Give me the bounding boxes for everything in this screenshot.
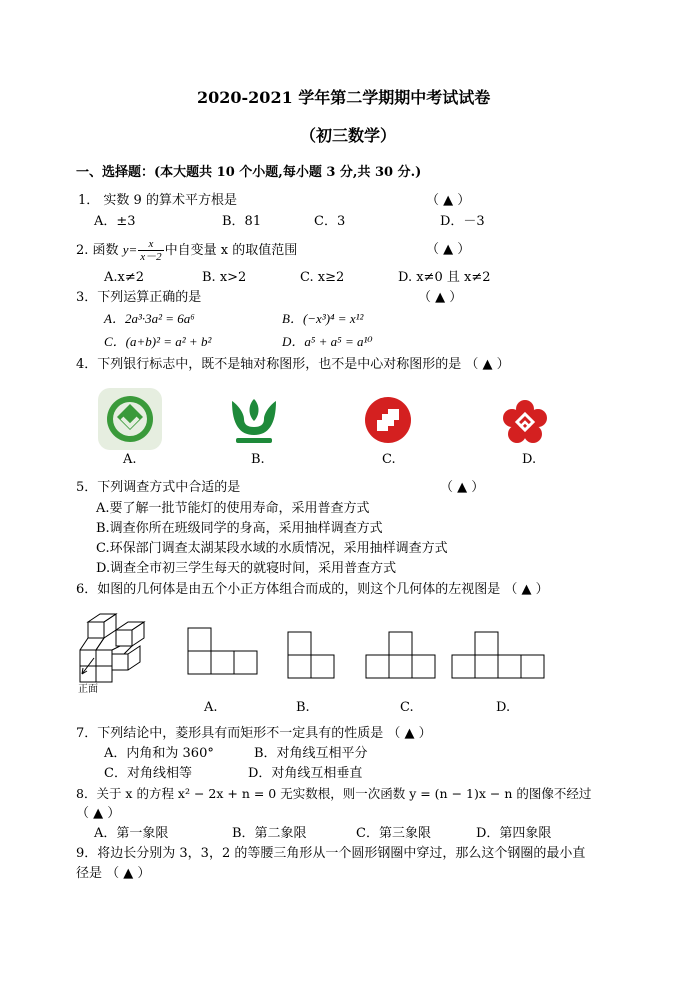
q3-mark: （ ▲ ）	[418, 290, 463, 305]
q4-label-d: D.	[522, 452, 537, 467]
q5-option-c: C.环保部门调查太湖某段水域的水质情况，采用抽样调查方式	[96, 541, 448, 556]
section-heading: 一、选择题：(本大题共 10 个小题,每小题 3 分,共 30 分.)	[76, 165, 422, 180]
q4-stem: 4．下列银行标志中，既不是轴对称图形，也不是中心对称图形的是 （ ▲ ）	[76, 357, 510, 372]
q2-option-d: D. x≠0 且 x≠2	[398, 270, 491, 285]
q1-option-b: B．81	[222, 214, 262, 229]
q1-mark: （ ▲ ）	[426, 193, 471, 208]
q6-stem: 6．如图的几何体是由五个小正方体组合而成的，则这个几何体的左视图是 （ ▲ ）	[76, 582, 549, 597]
q6-view-c	[366, 632, 438, 680]
q8-option-a: A．第一象限	[94, 826, 169, 841]
q2-mark: （ ▲ ）	[426, 242, 471, 257]
q5-option-b: B.调查你所在班级同学的身高，采用抽样调查方式	[96, 521, 383, 536]
q6-view-b	[288, 632, 338, 680]
q3-option-b: B．(−x³)⁴ = x¹²	[282, 311, 364, 326]
q6-view-d	[452, 632, 546, 680]
q2-option-a: A.x≠2	[104, 270, 145, 285]
exam-title: 2020-2021 学年第二学期期中考试试卷	[197, 88, 491, 107]
q3-stem: 3．下列运算正确的是	[76, 290, 202, 305]
q2-post: 中自变量 x 的取值范围	[164, 243, 298, 258]
q2-numerator: x	[148, 238, 154, 250]
q2-denominator: x－2	[140, 251, 162, 263]
q2-fraction	[138, 238, 163, 263]
q3-option-c: C．(a+b)² = a² + b²	[104, 334, 212, 349]
q6-label-b: B.	[296, 700, 310, 715]
q5-stem: 5．下列调查方式中合适的是	[76, 480, 241, 495]
q6-label-c: C.	[400, 700, 414, 715]
q9-line-2: 径是 （ ▲ ）	[76, 866, 151, 881]
q7-option-d: D．对角线互相垂直	[248, 766, 363, 781]
q6-front-label: 正面	[78, 684, 98, 695]
q6-view-a	[188, 628, 260, 676]
q1-stem: 1． 实数 9 的算术平方根是	[78, 193, 237, 208]
q6-label-d: D.	[496, 700, 511, 715]
q2-option-b: B. x>2	[202, 270, 247, 285]
bank-logo-c	[364, 396, 412, 444]
q2-stem	[76, 236, 297, 264]
q8-mark: （ ▲ ）	[76, 806, 121, 821]
q1-option-d: D．－3	[440, 214, 485, 229]
q5-mark: （ ▲ ）	[440, 480, 485, 495]
q3-option-d: D．a⁵ + a⁵ = a¹⁰	[282, 334, 373, 349]
q4-label-b: B.	[251, 452, 265, 467]
q7-option-a: A．内角和为 360°	[104, 746, 214, 761]
q2-lhs: y=	[122, 242, 138, 257]
q2-option-c: C. x≥2	[300, 270, 345, 285]
q6-label-a: A.	[204, 700, 218, 715]
q4-label-c: C.	[382, 452, 396, 467]
logo-b-bud	[250, 399, 259, 421]
q8-option-b: B．第二象限	[232, 826, 307, 841]
q5-option-d: D.调查全市初三学生每天的就寝时间，采用普查方式	[96, 561, 397, 576]
logo-b-base	[236, 438, 272, 443]
q8-option-d: D．第四象限	[476, 826, 552, 841]
q5-option-a: A.要了解一批节能灯的使用寿命，采用普查方式	[96, 501, 370, 516]
bank-logo-d	[502, 400, 548, 446]
q4-label-a: A.	[123, 452, 137, 467]
bank-logo-b	[226, 395, 282, 445]
exam-subtitle: （初三数学）	[300, 126, 397, 145]
q7-stem: 7．下列结论中，菱形具有而矩形不一定具有的性质是 （ ▲ ）	[76, 726, 432, 741]
q7-option-c: C．对角线相等	[104, 766, 192, 781]
q1-option-c: C．3	[314, 214, 346, 229]
bank-logo-a	[98, 388, 162, 450]
q3-option-a: A．2a³·3a² = 6a⁶	[104, 311, 195, 326]
q9-line-1: 9．将边长分别为 3，3，2 的等腰三角形从一个圆形钢圈中穿过，那么这个钢圈的最小直	[76, 846, 586, 861]
q7-option-b: B．对角线互相平分	[254, 746, 368, 761]
q8-stem: 8．关于 x 的方程 x² − 2x + n = 0 无实数根，则一次函数 y = (n − 1)x − n 的图像不经过	[76, 786, 592, 801]
q2-pre: 2. 函数	[76, 243, 119, 258]
q1-option-a: A．±3	[94, 214, 136, 229]
q8-option-c: C．第三象限	[356, 826, 431, 841]
